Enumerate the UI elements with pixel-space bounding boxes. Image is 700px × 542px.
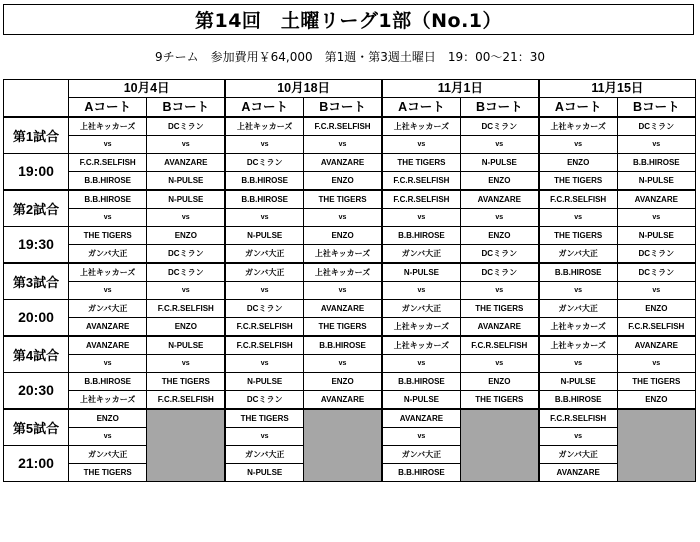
- away-team: F.C.R.SELFISH: [147, 300, 225, 318]
- date-header: 11月1日: [382, 80, 539, 98]
- vs-label: vs: [460, 355, 538, 373]
- home-team: AVANZARE: [617, 190, 695, 209]
- court-b-header: Bコート: [617, 98, 695, 118]
- match-line-row: [4, 227, 696, 245]
- away-team: THE TIGERS: [147, 373, 225, 391]
- referee-team: 上社キッカーズ: [69, 391, 147, 410]
- vs-label: vs: [382, 355, 460, 373]
- referee-team: THE TIGERS: [304, 318, 382, 337]
- referee-team: B.B.HIROSE: [382, 464, 460, 482]
- home-team: F.C.R.SELFISH: [539, 190, 617, 209]
- round-time: 21:00: [4, 446, 69, 482]
- round-label: 第1試合: [4, 117, 69, 154]
- home-team: THE TIGERS: [225, 409, 303, 428]
- away-team: N-PULSE: [539, 373, 617, 391]
- home-team: DCミラン: [460, 117, 538, 136]
- away-team: ガンバ大正: [69, 446, 147, 464]
- referee-team: DCミラン: [460, 245, 538, 264]
- referee-team: THE TIGERS: [539, 172, 617, 191]
- referee-team: F.C.R.SELFISH: [617, 318, 695, 337]
- empty-slot: [304, 409, 382, 482]
- round-time: 20:30: [4, 373, 69, 410]
- court-a-header: Aコート: [382, 98, 460, 118]
- court-b-header: Bコート: [460, 98, 538, 118]
- referee-team: N-PULSE: [617, 172, 695, 191]
- vs-label: vs: [225, 355, 303, 373]
- vs-label: vs: [69, 355, 147, 373]
- away-team: ガンバ大正: [225, 446, 303, 464]
- match-line-row: [4, 136, 696, 154]
- vs-label: vs: [382, 209, 460, 227]
- vs-label: vs: [304, 209, 382, 227]
- referee-team: N-PULSE: [147, 172, 225, 191]
- vs-label: vs: [304, 136, 382, 154]
- vs-label: vs: [382, 282, 460, 300]
- home-team: ENZO: [69, 409, 147, 428]
- match-line-row: [4, 263, 696, 282]
- vs-label: vs: [460, 282, 538, 300]
- away-team: ガンバ大正: [382, 446, 460, 464]
- match-line-row: [4, 373, 696, 391]
- home-team: N-PULSE: [147, 336, 225, 355]
- court-b-header: Bコート: [304, 98, 382, 118]
- referee-team: B.B.HIROSE: [539, 391, 617, 410]
- date-header: 10月4日: [69, 80, 226, 98]
- empty-slot: [460, 409, 538, 482]
- court-header-row: [4, 98, 696, 118]
- vs-label: vs: [460, 209, 538, 227]
- home-team: B.B.HIROSE: [69, 190, 147, 209]
- date-header: 10月18日: [225, 80, 382, 98]
- referee-team: ENZO: [147, 318, 225, 337]
- away-team: DCミラン: [225, 154, 303, 172]
- match-line-row: [4, 190, 696, 209]
- match-line-row: [4, 245, 696, 264]
- home-team: B.B.HIROSE: [539, 263, 617, 282]
- home-team: F.C.R.SELFISH: [460, 336, 538, 355]
- match-line-row: [4, 391, 696, 410]
- referee-team: ガンバ大正: [69, 245, 147, 264]
- round-time: 19:30: [4, 227, 69, 264]
- home-team: 上社キッカーズ: [382, 336, 460, 355]
- vs-label: vs: [69, 428, 147, 446]
- away-team: THE TIGERS: [539, 227, 617, 245]
- vs-label: vs: [617, 136, 695, 154]
- vs-label: vs: [147, 282, 225, 300]
- referee-team: ENZO: [304, 172, 382, 191]
- home-team: N-PULSE: [382, 263, 460, 282]
- away-team: ENZO: [304, 373, 382, 391]
- referee-team: ガンバ大正: [539, 245, 617, 264]
- referee-team: B.B.HIROSE: [225, 172, 303, 191]
- match-line-row: [4, 409, 696, 428]
- court-a-header: Aコート: [539, 98, 617, 118]
- away-team: B.B.HIROSE: [617, 154, 695, 172]
- empty-slot: [617, 409, 695, 482]
- home-team: 上社キッカーズ: [539, 336, 617, 355]
- home-team: 上社キッカーズ: [304, 263, 382, 282]
- referee-team: DCミラン: [147, 245, 225, 264]
- round-time: 19:00: [4, 154, 69, 191]
- referee-team: B.B.HIROSE: [69, 172, 147, 191]
- vs-label: vs: [617, 355, 695, 373]
- away-team: ENZO: [147, 227, 225, 245]
- round-label: 第2試合: [4, 190, 69, 227]
- away-team: DCミラン: [225, 300, 303, 318]
- vs-label: vs: [382, 428, 460, 446]
- vs-label: vs: [225, 136, 303, 154]
- away-team: THE TIGERS: [382, 154, 460, 172]
- round-label: 第4試合: [4, 336, 69, 373]
- vs-label: vs: [539, 428, 617, 446]
- away-team: THE TIGERS: [617, 373, 695, 391]
- referee-team: F.C.R.SELFISH: [147, 391, 225, 410]
- vs-label: vs: [147, 136, 225, 154]
- home-team: DCミラン: [147, 117, 225, 136]
- vs-label: vs: [225, 209, 303, 227]
- home-team: 上社キッカーズ: [539, 117, 617, 136]
- table-corner: [4, 80, 69, 118]
- page-title: 第14回 土曜リーグ1部（No.1）: [3, 4, 694, 35]
- empty-slot: [147, 409, 225, 482]
- home-team: AVANZARE: [69, 336, 147, 355]
- away-team: AVANZARE: [147, 154, 225, 172]
- home-team: DCミラン: [617, 117, 695, 136]
- away-team: ENZO: [617, 300, 695, 318]
- match-line-row: [4, 318, 696, 337]
- home-team: DCミラン: [147, 263, 225, 282]
- referee-team: AVANZARE: [460, 318, 538, 337]
- away-team: N-PULSE: [460, 154, 538, 172]
- away-team: ENZO: [304, 227, 382, 245]
- home-team: 上社キッカーズ: [225, 117, 303, 136]
- referee-team: DCミラン: [225, 391, 303, 410]
- away-team: THE TIGERS: [460, 300, 538, 318]
- home-team: F.C.R.SELFISH: [382, 190, 460, 209]
- away-team: ENZO: [460, 227, 538, 245]
- referee-team: 上社キッカーズ: [304, 245, 382, 264]
- referee-team: ガンバ大正: [225, 245, 303, 264]
- match-line-row: [4, 355, 696, 373]
- referee-team: AVANZARE: [69, 318, 147, 337]
- match-line-row: [4, 300, 696, 318]
- home-team: 上社キッカーズ: [69, 263, 147, 282]
- vs-label: vs: [147, 209, 225, 227]
- referee-team: THE TIGERS: [69, 464, 147, 482]
- league-info: 9チーム 参加費用￥64,000 第1週・第3週土曜日 19：00～21：30: [155, 50, 545, 64]
- match-line-row: [4, 209, 696, 227]
- away-team: N-PULSE: [617, 227, 695, 245]
- court-a-header: Aコート: [225, 98, 303, 118]
- vs-label: vs: [539, 355, 617, 373]
- date-header-row: [4, 80, 696, 98]
- referee-team: 上社キッカーズ: [382, 318, 460, 337]
- referee-team: 上社キッカーズ: [539, 318, 617, 337]
- vs-label: vs: [69, 282, 147, 300]
- away-team: N-PULSE: [225, 373, 303, 391]
- home-team: DCミラン: [460, 263, 538, 282]
- referee-team: DCミラン: [617, 245, 695, 264]
- referee-team: F.C.R.SELFISH: [382, 172, 460, 191]
- away-team: ENZO: [539, 154, 617, 172]
- referee-team: N-PULSE: [382, 391, 460, 410]
- home-team: THE TIGERS: [304, 190, 382, 209]
- away-team: B.B.HIROSE: [382, 227, 460, 245]
- home-team: N-PULSE: [147, 190, 225, 209]
- match-line-row: [4, 282, 696, 300]
- vs-label: vs: [617, 282, 695, 300]
- vs-label: vs: [69, 136, 147, 154]
- match-line-row: [4, 117, 696, 136]
- away-team: ガンバ大正: [382, 300, 460, 318]
- referee-team: ENZO: [617, 391, 695, 410]
- home-team: DCミラン: [617, 263, 695, 282]
- round-label: 第3試合: [4, 263, 69, 300]
- referee-team: F.C.R.SELFISH: [225, 318, 303, 337]
- away-team: THE TIGERS: [69, 227, 147, 245]
- vs-label: vs: [225, 282, 303, 300]
- round-time: 20:00: [4, 300, 69, 337]
- referee-team: THE TIGERS: [460, 391, 538, 410]
- home-team: B.B.HIROSE: [304, 336, 382, 355]
- away-team: N-PULSE: [225, 227, 303, 245]
- vs-label: vs: [460, 136, 538, 154]
- match-line-row: [4, 336, 696, 355]
- home-team: F.C.R.SELFISH: [304, 117, 382, 136]
- court-a-header: Aコート: [69, 98, 147, 118]
- away-team: AVANZARE: [304, 154, 382, 172]
- away-team: AVANZARE: [304, 300, 382, 318]
- referee-team: AVANZARE: [304, 391, 382, 410]
- schedule-table: [3, 79, 696, 482]
- vs-label: vs: [539, 209, 617, 227]
- referee-team: ENZO: [460, 172, 538, 191]
- away-team: F.C.R.SELFISH: [69, 154, 147, 172]
- referee-team: AVANZARE: [539, 464, 617, 482]
- home-team: 上社キッカーズ: [382, 117, 460, 136]
- home-team: F.C.R.SELFISH: [225, 336, 303, 355]
- home-team: AVANZARE: [460, 190, 538, 209]
- round-label: 第5試合: [4, 409, 69, 446]
- home-team: F.C.R.SELFISH: [539, 409, 617, 428]
- court-b-header: Bコート: [147, 98, 225, 118]
- match-line-row: [4, 172, 696, 191]
- away-team: ガンバ大正: [539, 300, 617, 318]
- away-team: ガンバ大正: [69, 300, 147, 318]
- away-team: B.B.HIROSE: [69, 373, 147, 391]
- vs-label: vs: [539, 282, 617, 300]
- home-team: ガンバ大正: [225, 263, 303, 282]
- home-team: 上社キッカーズ: [69, 117, 147, 136]
- vs-label: vs: [225, 428, 303, 446]
- referee-team: N-PULSE: [225, 464, 303, 482]
- vs-label: vs: [382, 136, 460, 154]
- home-team: AVANZARE: [617, 336, 695, 355]
- vs-label: vs: [304, 355, 382, 373]
- date-header: 11月15日: [539, 80, 696, 98]
- away-team: ガンバ大正: [539, 446, 617, 464]
- vs-label: vs: [617, 209, 695, 227]
- away-team: B.B.HIROSE: [382, 373, 460, 391]
- home-team: B.B.HIROSE: [225, 190, 303, 209]
- away-team: ENZO: [460, 373, 538, 391]
- match-line-row: [4, 154, 696, 172]
- home-team: AVANZARE: [382, 409, 460, 428]
- vs-label: vs: [69, 209, 147, 227]
- referee-team: ガンバ大正: [382, 245, 460, 264]
- vs-label: vs: [304, 282, 382, 300]
- vs-label: vs: [539, 136, 617, 154]
- vs-label: vs: [147, 355, 225, 373]
